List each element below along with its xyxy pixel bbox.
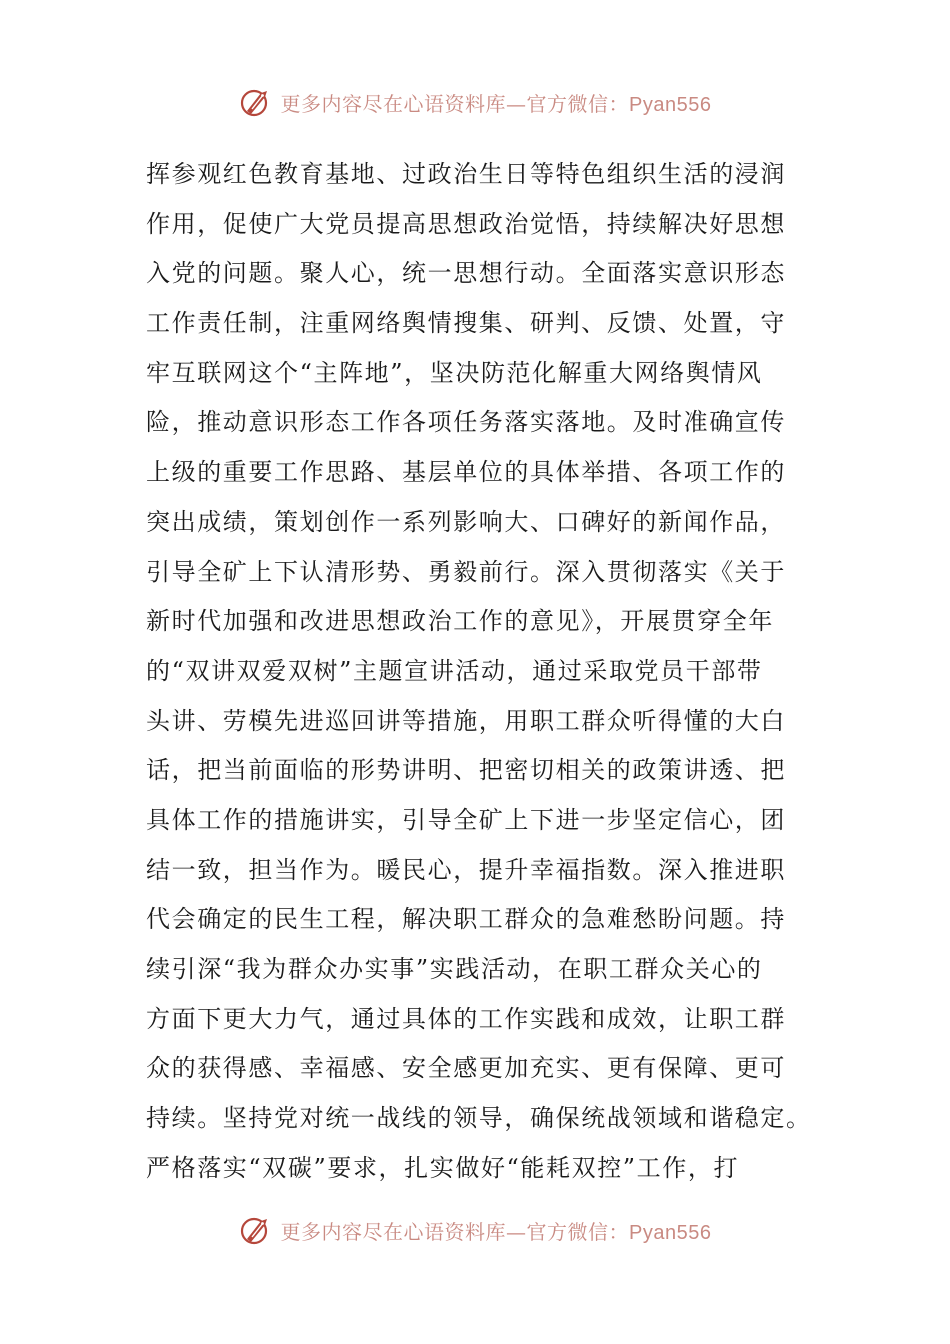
text-line: 众的获得感、幸福感、安全感更加充实、更有保障、更可 bbox=[146, 1054, 786, 1083]
header-banner-text bbox=[281, 88, 712, 117]
text-line: 入党的问题。聚人心，统一思想行动。全面落实意识形态 bbox=[146, 259, 786, 288]
text-line: 上级的重要工作思路、基层单位的具体举措、各项工作的 bbox=[146, 458, 786, 487]
text-line: 话，把当前面临的形势讲明、把密切相关的政策讲透、把 bbox=[146, 756, 786, 785]
footer-banner-inner bbox=[239, 1213, 712, 1247]
text-line: 工作责任制，注重网络舆情搜集、研判、反馈、处置，守 bbox=[146, 309, 786, 338]
text-line: 具体工作的措施讲实，引导全矿上下进一步坚定信心，团 bbox=[146, 805, 786, 834]
text-line: 持续。坚持党对统一战线的领导，确保统战领域和谐稳定。 bbox=[146, 1104, 812, 1133]
pen-nib-logo-icon bbox=[239, 85, 273, 119]
text-line: 续引深“我为群众办实事”实践活动，在职工群众关心的 bbox=[146, 955, 763, 983]
header-banner-inner bbox=[239, 85, 712, 119]
text-line: 突出成绩，策划创作一系列影响大、口碑好的新闻作品， bbox=[146, 507, 786, 536]
text-line: 严格落实“双碳”要求，扎实做好“能耗双控”工作，打 bbox=[146, 1153, 740, 1182]
header-banner-wechat-id: Pyan556 bbox=[629, 93, 712, 116]
text-line: 险，推动意识形态工作各项任务落实落地。及时准确宣传 bbox=[146, 408, 786, 437]
text-line: 方面下更大力气，通过具体的工作实践和成效，让职工群 bbox=[146, 1004, 786, 1033]
document-body bbox=[146, 150, 816, 1193]
text-line: 结一致，担当作为。暖民心，提升幸福指数。深入推进职 bbox=[146, 855, 786, 884]
text-line: 的“双讲双爱双树”主题宣讲活动，通过采取党员干部带 bbox=[146, 656, 763, 685]
text-line: 挥参观红色教育基地、过政治生日等特色组织生活的浸润 bbox=[146, 160, 786, 188]
text-line: 引导全矿上下认清形势、勇毅前行。深入贯彻落实《关于 bbox=[146, 557, 786, 586]
footer-banner-wechat-id: Pyan556 bbox=[629, 1221, 712, 1244]
pen-nib-logo-icon bbox=[239, 1213, 273, 1247]
text-line: 作用，促使广大党员提高思想政治觉悟，持续解决好思想 bbox=[146, 209, 786, 238]
footer-banner-label: 更多内容尽在心语资料库—官方微信： bbox=[280, 1219, 630, 1244]
header-banner-label: 更多内容尽在心语资料库—官方微信： bbox=[280, 91, 630, 116]
text-line: 头讲、劳模先进巡回讲等措施，用职工群众听得懂的大白 bbox=[146, 706, 786, 735]
footer-banner-text bbox=[281, 1216, 712, 1245]
footer-banner bbox=[0, 1210, 950, 1250]
header-banner bbox=[0, 82, 950, 122]
text-line: 牢互联网这个“主阵地”，坚决防范化解重大网络舆情风 bbox=[146, 358, 763, 387]
text-line: 新时代加强和改进思想政治工作的意见》，开展贯穿全年 bbox=[146, 607, 774, 636]
text-line: 代会确定的民生工程，解决职工群众的急难愁盼问题。持 bbox=[146, 905, 786, 934]
